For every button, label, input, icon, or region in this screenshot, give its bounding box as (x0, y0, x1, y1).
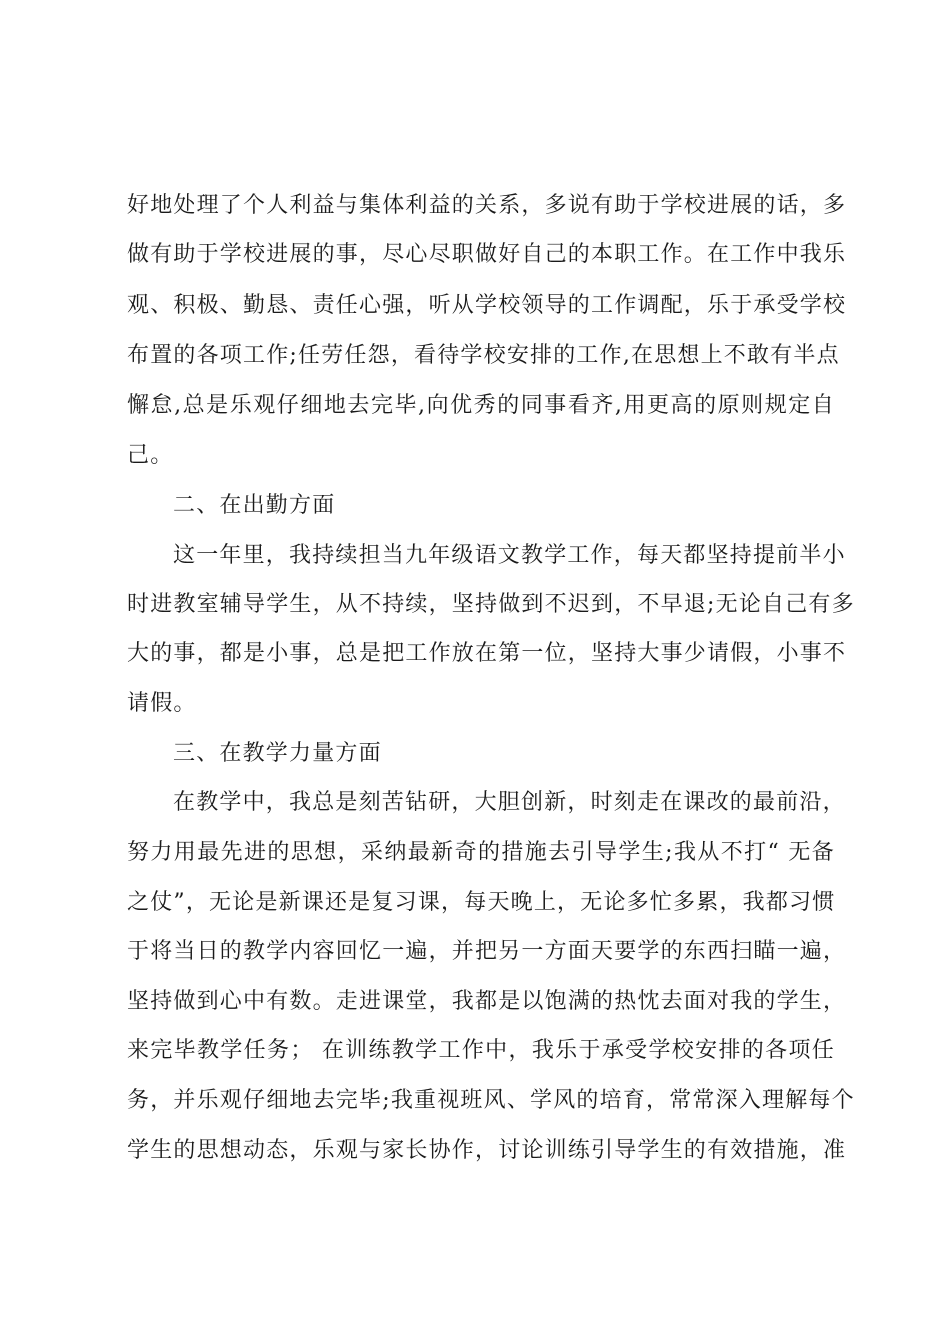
text-line: 己。 (127, 443, 174, 468)
text-line: 之仗”，无论是新课还是复习课，每天晚上，无论多忙多累，我都习惯 (127, 890, 836, 915)
text-line: 努力用最先进的思想，采纳最新奇的措施去引导学生;我从不打“ 无备 (127, 840, 835, 865)
text-line: 来完毕教学任务； 在训练教学工作中，我乐于承受学校安排的各项任 (127, 1038, 835, 1063)
text-line: 大的事，都是小事，总是把工作放在第一位，坚持大事少请假，小事不 (127, 641, 847, 666)
text-line: 好地处理了个人利益与集体利益的关系，多说有助于学校进展的话，多 (127, 193, 847, 218)
text-line: 务，并乐观仔细地去完毕;我重视班风、学风的培育，常常深入理解每个 (127, 1088, 855, 1113)
text-line: 观、积极、勤恳、责任心强，听从学校领导的工作调配，乐于承受学校 (127, 293, 847, 318)
text-line: 于将当日的教学内容回忆一遍，并把另一方面天要学的东西扫瞄一遍， (127, 939, 847, 964)
text-line: 这一年里，我持续担当九年级语文教学工作，每天都坚持提前半小 (173, 543, 846, 568)
text-line: 请假。 (127, 691, 197, 716)
text-line: 时进教室辅导学生，从不持续，坚持做到不迟到，不早退;无论自己有多 (127, 592, 855, 617)
text-line: 学生的思想动态，乐观与家长协作，讨论训练引导学生的有效措施，准 (127, 1138, 847, 1163)
text-line: 在教学中，我总是刻苦钻研，大胆创新，时刻走在课改的最前沿， (173, 790, 846, 815)
text-line: 坚持做到心中有数。走进课堂，我都是以饱满的热忱去面对我的学生， (127, 989, 847, 1014)
section-heading: 三、在教学力量方面 (173, 741, 382, 766)
text-line: 懈怠,总是乐观仔细地去完毕,向优秀的同事看齐,用更高的原则规定自 (127, 393, 835, 418)
text-line: 做有助于学校进展的事，尽心尽职做好自己的本职工作。在工作中我乐 (127, 242, 847, 267)
text-line: 布置的各项工作;任劳任怨，看待学校安排的工作,在思想上不敢有半点 (127, 343, 840, 368)
section-heading: 二、在出勤方面 (173, 493, 336, 518)
